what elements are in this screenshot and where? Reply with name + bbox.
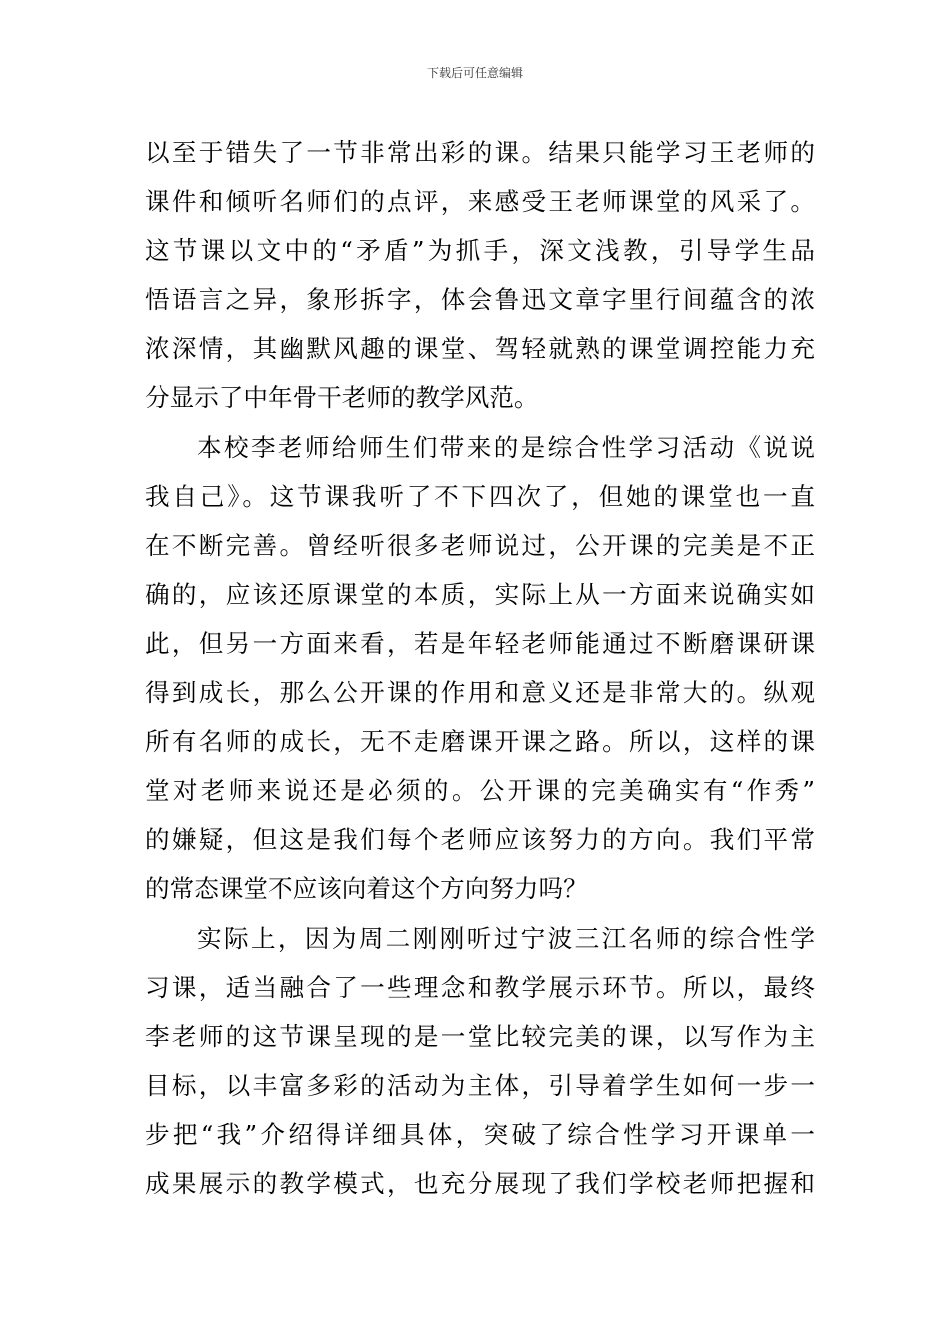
text-line: 成果展示的教学模式，也充分展现了我们学校老师把握和 (145, 1168, 815, 1198)
text-line: 的常态课堂不应该向着这个方向努力吗？ (145, 874, 588, 904)
text-line: 我自己》。这节课我听了不下四次了，但她的课堂也一直 (145, 481, 815, 511)
text-line: 确的，应该还原课堂的本质，实际上从一方面来说确实如 (145, 579, 815, 609)
text-line: 本校李老师给师生们带来的是综合性学习活动《说说 (197, 432, 815, 462)
text-line: 实际上，因为周二刚刚听过宁波三江名师的综合性学 (197, 923, 815, 953)
text-line: 目标，以丰富多彩的活动为主体，引导着学生如何一步一 (145, 1070, 815, 1100)
page-header: 下载后可任意编辑 (426, 66, 523, 80)
text-line: 的嫌疑，但这是我们每个老师应该努力的方向。我们平常 (145, 825, 815, 855)
text-line: 在不断完善。曾经听很多老师说过，公开课的完美是不正 (145, 530, 815, 560)
text-line: 此，但另一方面来看，若是年轻老师能通过不断磨课研课 (145, 628, 815, 658)
text-line: 浓深情，其幽默风趣的课堂、驾轻就熟的课堂调控能力充 (145, 334, 815, 364)
text-line: 课件和倾听名师们的点评，来感受王老师课堂的风采了。 (145, 187, 815, 217)
document-body (145, 128, 815, 1208)
text-line: 步把“我”介绍得详细具体，突破了综合性学习开课单一 (145, 1119, 815, 1149)
text-line: 悟语言之异，象形拆字，体会鲁迅文章字里行间蕴含的浓 (145, 285, 815, 315)
text-line: 李老师的这节课呈现的是一堂比较完美的课，以写作为主 (145, 1021, 815, 1051)
text-line: 这节课以文中的“矛盾”为抓手，深文浅教，引导学生品 (145, 236, 815, 266)
text-line: 以至于错失了一节非常出彩的课。结果只能学习王老师的 (145, 138, 815, 167)
text-line: 习课，适当融合了一些理念和教学展示环节。所以，最终 (145, 972, 815, 1002)
text-line: 堂对老师来说还是必须的。公开课的完美确实有“作秀” (145, 776, 815, 806)
text-line: 分显示了中年骨干老师的教学风范。 (145, 383, 539, 413)
text-line: 得到成长，那么公开课的作用和意义还是非常大的。纵观 (145, 678, 815, 708)
text-line: 所有名师的成长，无不走磨课开课之路。所以，这样的课 (145, 727, 815, 757)
